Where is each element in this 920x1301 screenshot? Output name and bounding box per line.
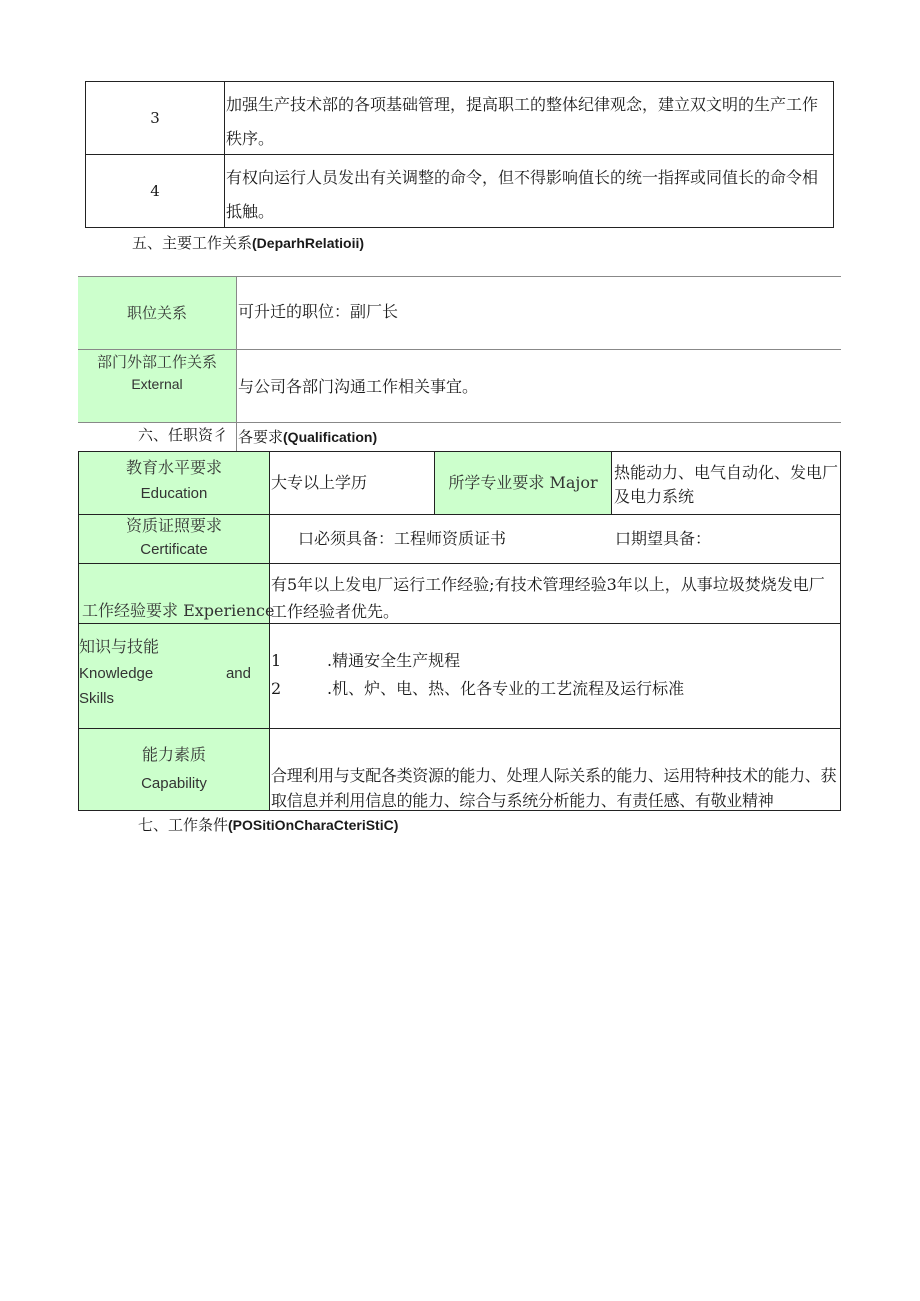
duty-text: 有权向运行人员发出有关调整的命令，但不得影响值长的统一指挥或同值长的命令相抵触。 bbox=[226, 168, 819, 221]
certificate-required: 口必须具备：工程师资质证书 bbox=[298, 529, 507, 548]
education-value: 大专以上学历 bbox=[271, 473, 368, 492]
experience-label: 工作经验要求 Experience bbox=[82, 601, 275, 620]
capability-value: 合理利用与支配各类资源的能力、处理人际关系的能力、运用特种技术的能力、获取信息并利用信息的能力、综合与系统分析能力、有责任感、有敬业精神 bbox=[271, 766, 837, 810]
certificate-label: 资质证照要求 Certificate bbox=[125, 516, 222, 558]
certificate-expected: 口期望具备： bbox=[615, 529, 712, 548]
duty-number: 3 bbox=[150, 109, 160, 127]
duty-number: 4 bbox=[150, 182, 160, 200]
knowledge-item: 2 .机、炉、电、热、化各专业的工艺流程及运行标准 bbox=[271, 679, 685, 698]
knowledge-label: 知识与技能 Knowledge and Skills bbox=[79, 637, 251, 707]
major-value: 热能动力、电气自动化、发电厂及电力系统 bbox=[614, 463, 839, 506]
external-relation-label: 部门外部工作关系 External bbox=[96, 353, 217, 392]
duty-text: 加强生产技术部的各项基础管理，提高职工的整体纪律观念，建立双文明的生产工作秩序。 bbox=[226, 95, 819, 148]
section-heading-qualification-b: 各要求(Qualification) bbox=[238, 428, 378, 446]
major-label: 所学专业要求 Major bbox=[448, 473, 598, 492]
position-relation-value: 可升迁的职位：副厂长 bbox=[238, 302, 399, 321]
capability-label: 能力素质 Capability bbox=[141, 745, 207, 792]
position-relation-label: 职位关系 bbox=[126, 304, 187, 322]
section-heading-conditions: 七、工作条件(POSitiOnCharaCteriStiC) bbox=[138, 816, 399, 834]
experience-value: 有5年以上发电厂运行工作经验;有技术管理经验3年以上，从事垃圾焚烧发电厂工作经验者优先。 bbox=[271, 575, 825, 621]
external-relation-value: 与公司各部门沟通工作相关事宜。 bbox=[238, 377, 479, 396]
knowledge-item: 1 .精通安全生产规程 bbox=[271, 651, 461, 670]
section-heading-qualification-a: 六、任职资彳 bbox=[138, 426, 229, 444]
section-heading-relations: 五、主要工作关系(DeparhRelatioii) bbox=[132, 234, 365, 252]
education-label: 教育水平要求 Education bbox=[125, 458, 222, 502]
